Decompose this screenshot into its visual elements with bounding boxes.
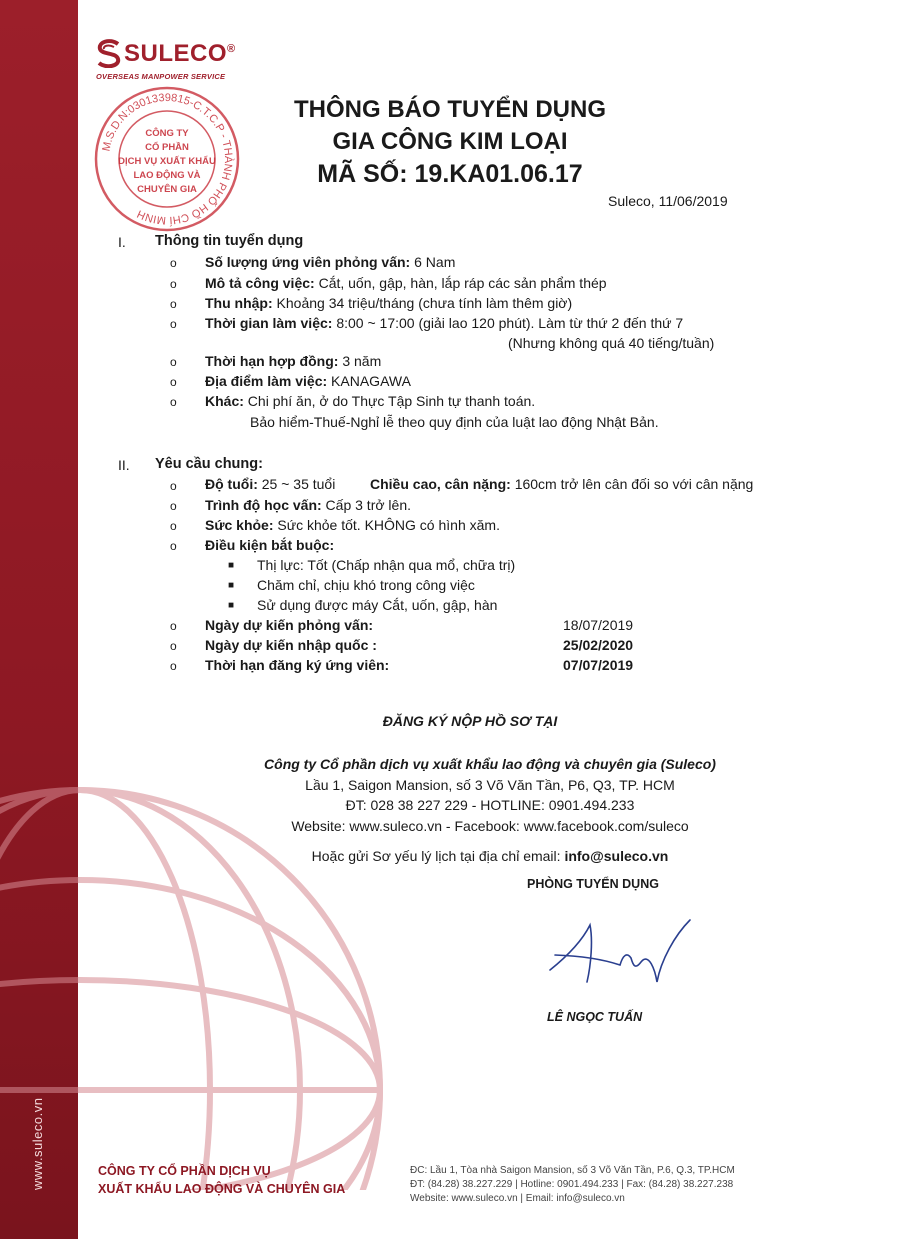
stamp-seal-icon [92, 84, 242, 234]
other-line-2: Bảo hiểm-Thuế-Nghỉ lễ theo quy định của luật lao động Nhật Bản. [250, 414, 659, 430]
footer-phones: ĐT: (84.28) 38.227.229 | Hotline: 0901.494.233 | Fax: (84.28) 38.227.238 [410, 1179, 734, 1190]
required-item-diligence: Chăm chỉ, chịu khó trong công việc [257, 577, 475, 593]
bullet-icon: o [170, 619, 177, 633]
logo-wordmark: SULECO® [124, 40, 236, 67]
interview-date-label: Ngày dự kiến phỏng vấn: [205, 617, 374, 633]
section-1-number: I. [118, 234, 126, 250]
list-item-education: Trình độ học vấn: Cấp 3 trở lên. [205, 497, 412, 513]
bullet-icon: o [170, 256, 177, 270]
signer-name: LÊ NGỌC TUẤN [547, 1010, 643, 1024]
required-item-eyesight: Thị lực: Tốt (Chấp nhận qua mổ, chữa trị) [257, 557, 516, 573]
bullet-icon: o [170, 639, 177, 653]
bullet-icon: o [170, 317, 177, 331]
registration-address: Lầu 1, Saigon Mansion, số 3 Võ Văn Tần, P6, Q3, TP. HCM [305, 777, 675, 793]
sidebar-url: www.suleco.vn [30, 1097, 45, 1190]
registration-email-line: Hoặc gửi Sơ yếu lý lịch tại địa chỉ email: info@suleco.vn [311, 848, 669, 864]
section-2-title: Yêu cầu chung: [155, 456, 263, 472]
list-item-height: Chiều cao, cân nặng: 160cm trở lên cân đối so với cân nặng [370, 476, 754, 492]
list-item-income: Thu nhập: Khoảng 34 triệu/tháng (chưa tính làm thêm giờ) [205, 295, 573, 311]
svg-text:DỊCH VỤ XUẤT KHẨU: DỊCH VỤ XUẤT KHẨU [118, 156, 216, 167]
bullet-icon: o [170, 519, 177, 533]
svg-text:CỔ PHẦN: CỔ PHẦN [145, 142, 189, 153]
bullet-icon: o [170, 277, 177, 291]
bullet-icon: o [170, 375, 177, 389]
issue-date: Suleco, 11/06/2019 [608, 193, 728, 209]
footer-company-line-2: XUẤT KHẨU LAO ĐỘNG VÀ CHUYÊN GIA [98, 1182, 346, 1196]
registration-email[interactable]: info@suleco.vn [564, 848, 669, 864]
bullet-icon: o [170, 355, 177, 369]
footer-address: ĐC: Lầu 1, Tòa nhà Saigon Mansion, số 3 Võ Văn Tần, P.6, Q.3, TP.HCM [410, 1165, 735, 1176]
square-bullet-icon: ■ [228, 600, 235, 611]
square-bullet-icon: ■ [228, 560, 235, 571]
signature-mark-icon [545, 910, 695, 990]
logo-emblem-icon [96, 38, 122, 68]
registration-phone: ĐT: 028 38 227 229 - HOTLINE: 0901.494.233 [345, 797, 635, 813]
bullet-icon: o [170, 395, 177, 409]
svg-text:M.S.D.N:0301339815-C.T.C.P - T: M.S.D.N:0301339815-C.T.C.P - THÀNH PHỐ HỒ CHÍ MINH [100, 91, 235, 227]
section-2-number: II. [118, 457, 130, 473]
bullet-icon: o [170, 539, 177, 553]
bullet-icon: o [170, 479, 177, 493]
registration-company: Công ty Cổ phần dịch vụ xuất khẩu lao động và chuyên gia (Suleco) [264, 756, 716, 772]
svg-text:CHUYÊN GIA: CHUYÊN GIA [137, 184, 197, 195]
section-1-title: Thông tin tuyển dụng [155, 233, 304, 249]
bullet-icon: o [170, 659, 177, 673]
entry-date-label: Ngày dự kiến nhập quốc : [205, 637, 377, 653]
title-line-2: GIA CÔNG KIM LOẠI [332, 128, 568, 155]
list-item-work-time: Thời gian làm việc: 8:00 ~ 17:00 (giải lao 120 phút). Làm từ thứ 2 đến thứ 7 [205, 315, 684, 331]
list-item-job-desc: Mô tả công việc: Cắt, uốn, gập, hàn, lắp ráp các sản phẩm thép [205, 275, 607, 291]
title-line-1: THÔNG BÁO TUYỂN DỤNG [294, 96, 606, 123]
svg-text:CÔNG TY: CÔNG TY [145, 128, 189, 139]
logo-tagline: OVERSEAS MANPOWER SERVICE [96, 72, 226, 81]
work-time-note: (Nhưng không quá 40 tiếng/tuần) [508, 335, 715, 351]
entry-date-value: 25/02/2020 [563, 637, 634, 653]
registration-website: Website: www.suleco.vn - Facebook: www.facebook.com/suleco [291, 818, 689, 834]
list-item-candidates: Số lượng ứng viên phỏng vấn: 6 Nam [205, 254, 456, 270]
square-bullet-icon: ■ [228, 580, 235, 591]
company-stamp [92, 84, 242, 234]
svg-text:LAO ĐỘNG VÀ: LAO ĐỘNG VÀ [133, 170, 201, 181]
deadline-label: Thời hạn đăng ký ứng viên: [205, 657, 390, 673]
deadline-value: 07/07/2019 [563, 657, 634, 673]
list-item-health: Sức khỏe: Sức khỏe tốt. KHÔNG có hình xăm. [205, 517, 500, 533]
registration-title: ĐĂNG KÝ NỘP HỒ SƠ TẠI [382, 713, 558, 729]
required-item-machines: Sử dụng được máy Cắt, uốn, gập, hàn [257, 597, 498, 613]
department-label: PHÒNG TUYỂN DỤNG [527, 877, 659, 891]
list-item-required: Điều kiện bắt buộc: [205, 537, 335, 553]
footer-web: Website: www.suleco.vn | Email: info@suleco.vn [410, 1193, 625, 1204]
interview-date-value: 18/07/2019 [563, 617, 634, 633]
bullet-icon: o [170, 297, 177, 311]
title-code: MÃ SỐ: 19.KA01.06.17 [317, 160, 583, 188]
list-item-other: Khác: Chi phí ăn, ở do Thực Tập Sinh tự thanh toán. [205, 393, 536, 409]
list-item-age: Độ tuổi: 25 ~ 35 tuổi [205, 476, 336, 492]
list-item-contract: Thời hạn hợp đồng: 3 năm [205, 353, 382, 369]
footer-company-line-1: CÔNG TY CỔ PHẦN DỊCH VỤ [98, 1164, 271, 1178]
bullet-icon: o [170, 499, 177, 513]
list-item-location: Địa điểm làm việc: KANAGAWA [205, 373, 411, 389]
